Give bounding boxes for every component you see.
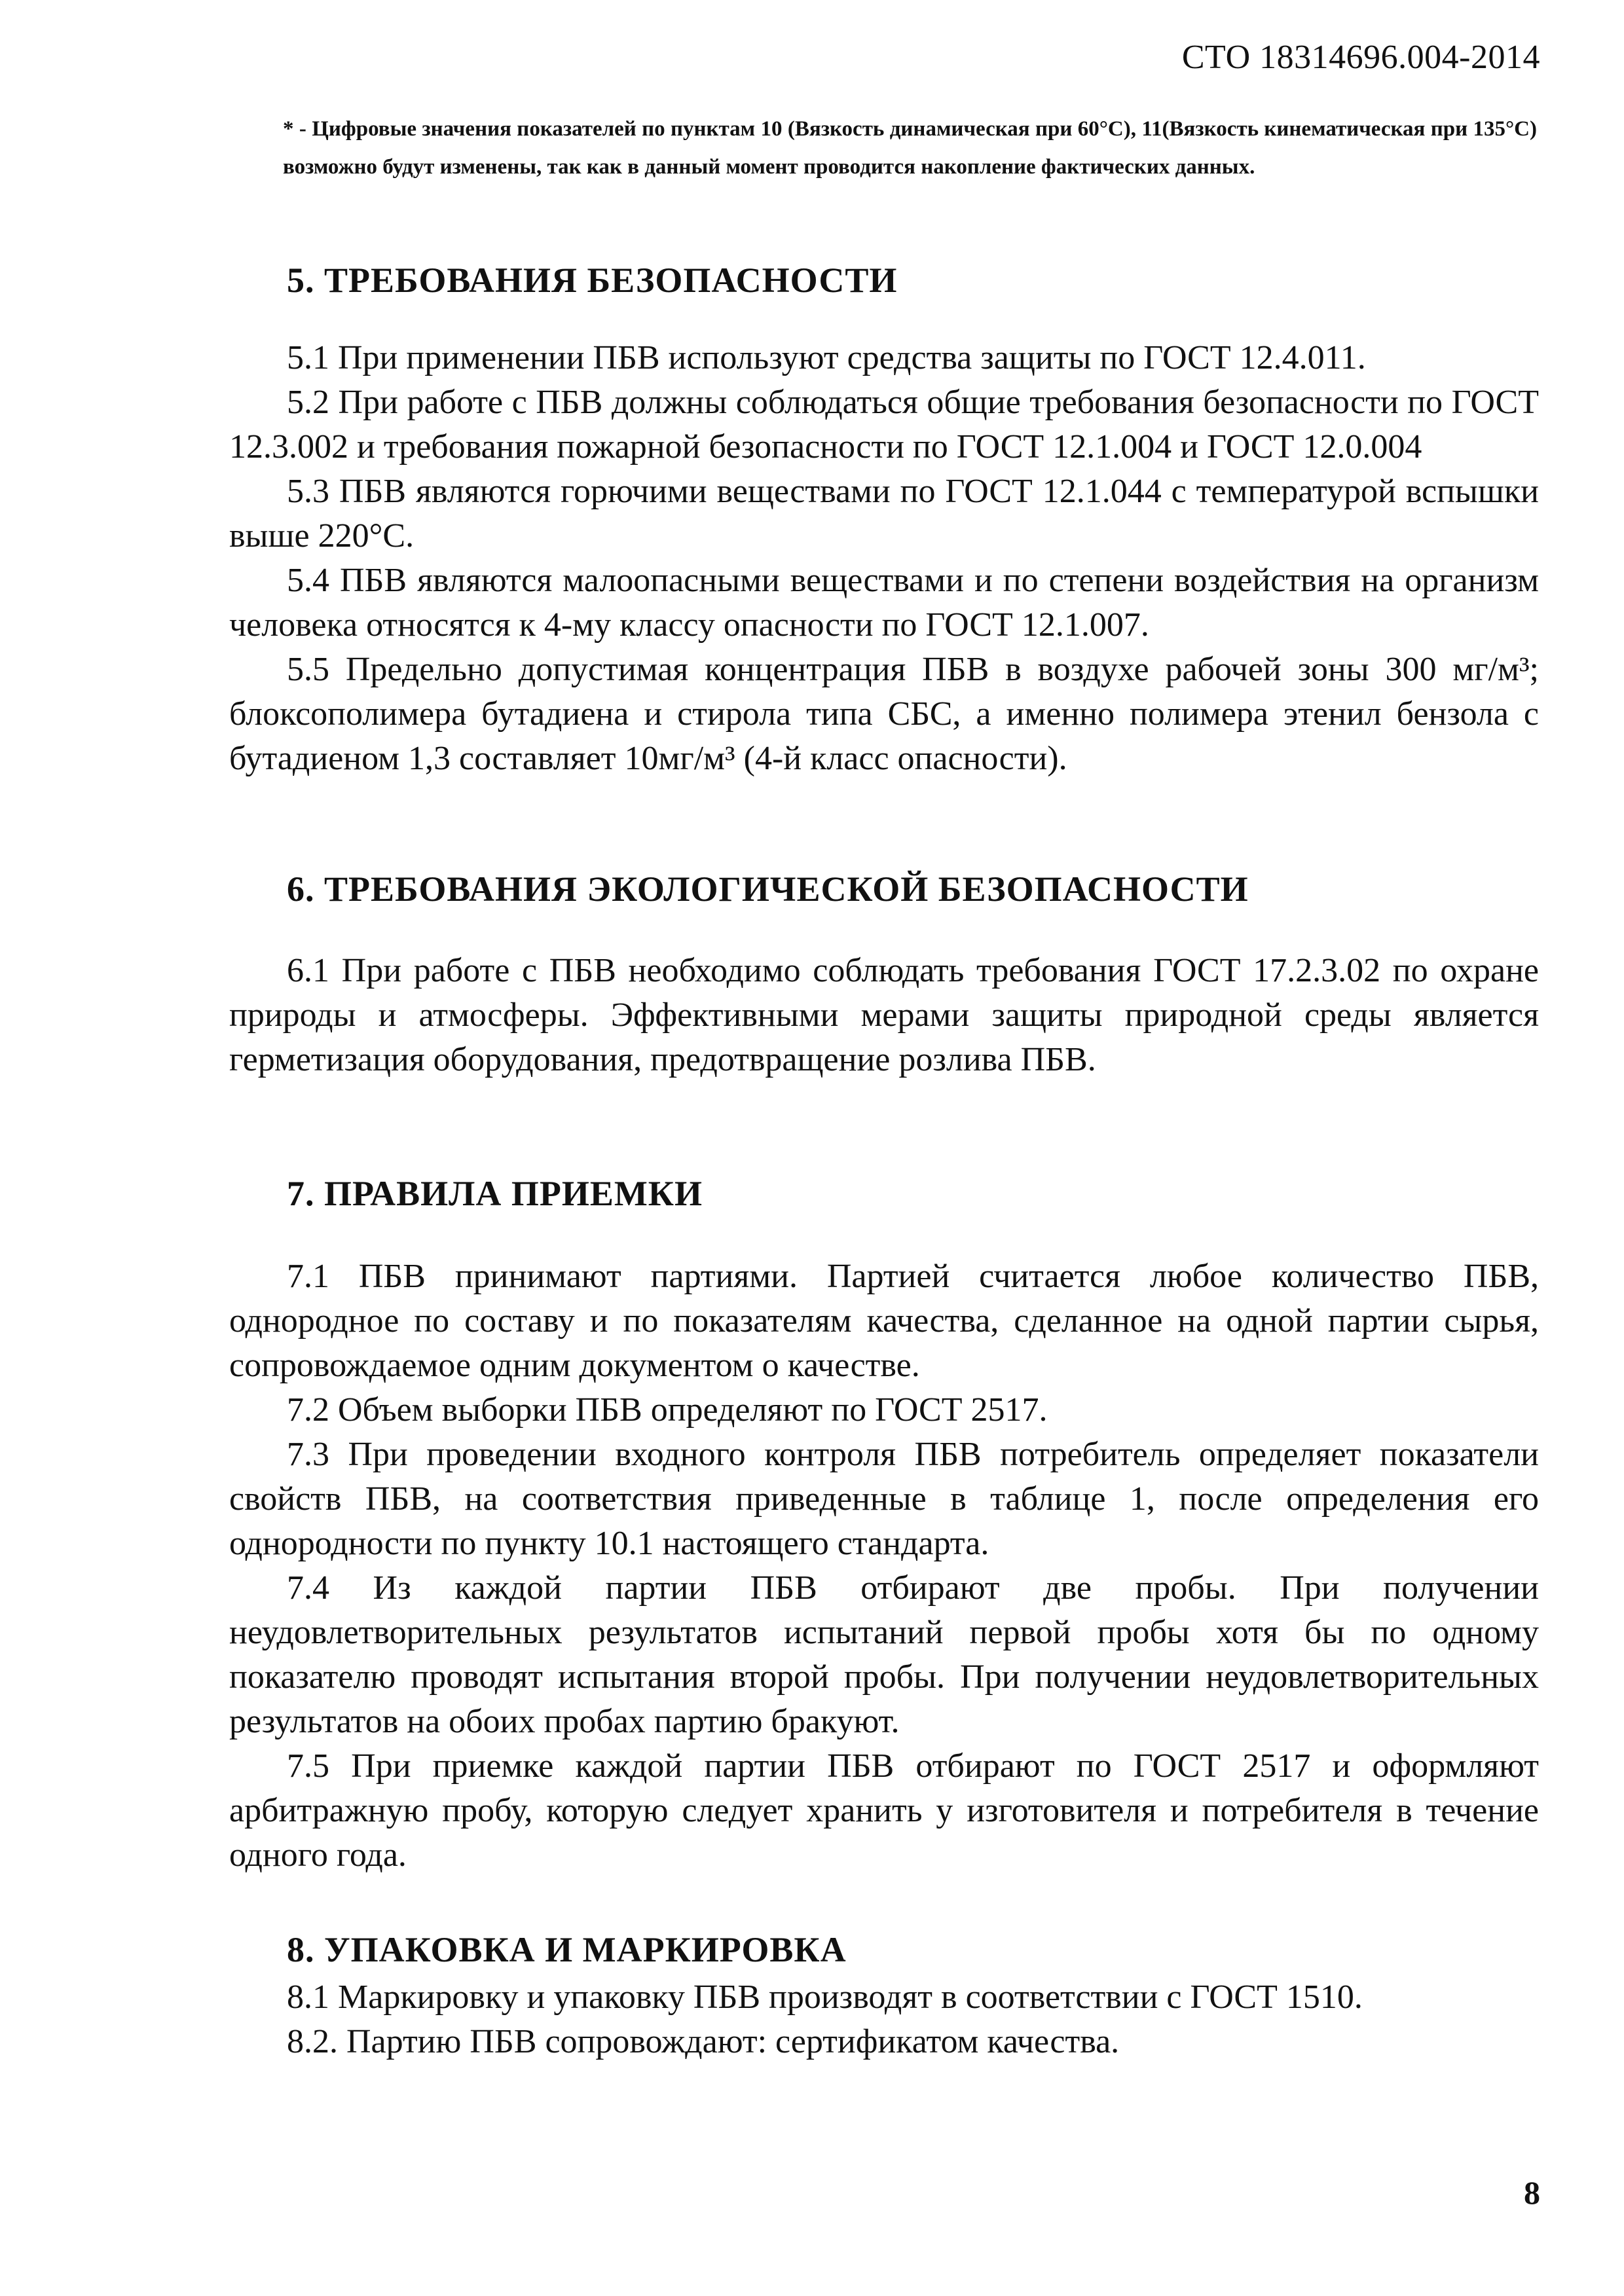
paragraph-7-2: 7.2 Объем выборки ПБВ определяют по ГОСТ 2517. [287,1391,1048,1429]
paragraph-5-2: 5.2 При работе с ПБВ должны соблюдаться общие требования безопасности по ГОСТ 12.3.002 и требования пожарной безопасности по ГОСТ 12.1.004 и ГОСТ 12.0.004 [229,384,1539,465]
paragraph-6-1: 6.1 При работе с ПБВ необходимо соблюдать требования ГОСТ 17.2.3.02 по охране природы и атмосферы. Эффективными мерами защиты природной среды является герметизация оборудования, предотвращение розлива ПБВ. [229,952,1539,1078]
section-acceptance [229,1172,1539,1878]
section-title: 6. ТРЕБОВАНИЯ ЭКОЛОГИЧЕСКОЙ БЕЗОПАСНОСТИ [287,869,1249,909]
paragraph-7-1: 7.1 ПБВ принимают партиями. Партией считается любое количество ПБВ, однородное по составу и по показателям качества, сделанное на одной партии сырья, сопровождаемое одним документом о качестве. [229,1258,1539,1384]
paragraph-7-5: 7.5 При приемке каждой партии ПБВ отбирают по ГОСТ 2517 и оформляют арбитражную пробу, которую следует хранить у изготовителя и потребителя в течение одного года. [229,1747,1539,1874]
paragraph-5-3: 5.3 ПБВ являются горючими веществами по ГОСТ 12.1.044 с температурой вспышки выше 220°С. [229,473,1539,555]
paragraph-5-1: 5.1 При применении ПБВ используют средства защиты по ГОСТ 12.4.011. [287,339,1366,376]
paragraph-7-3: 7.3 При проведении входного контроля ПБВ потребитель определяет показатели свойств ПБВ, на соответствия приведенные в таблице 1, после определения его однородности по пункту 10.1 настоящего стандарта. [229,1436,1539,1562]
section-title: 7. ПРАВИЛА ПРИЕМКИ [287,1174,703,1213]
paragraph-8-2: 8.2. Партию ПБВ сопровождают: сертификатом качества. [287,2023,1120,2060]
paragraph-8-1: 8.1 Маркировку и упаковку ПБВ производят в соответствии с ГОСТ 1510. [287,1978,1363,2016]
section-title: 8. УПАКОВКА И МАРКИРОВКА [287,1930,847,1969]
footnote: * - Цифровые значения показателей по пунктам 10 (Вязкость динамическая при 60°С), 11(Вязкость кинематическая при 135°С) возможно будут изменены, так как в данный момент проводится накопление фактических данных. [283,117,1537,179]
document-code: СТО 18314696.004-2014 [1181,39,1540,76]
section-packaging [229,1928,1539,2064]
section-ecology [229,867,1539,1082]
section-safety [229,259,1539,781]
paragraph-5-5: 5.5 Предельно допустимая концентрация ПБВ в воздухе рабочей зоны 300 мг/м³; блоксополимера бутадиена и стирола типа СБС, а именно полимера этенил бензола с бутадиеном 1,3 составляет 10мг/м³ (4-й класс опасности). [229,651,1539,777]
paragraph-7-4: 7.4 Из каждой партии ПБВ отбирают две пробы. При получении неудовлетворительных результатов испытаний первой пробы хотя бы по одному показателю проводят испытания второй пробы. При получении неудовлетворительных результатов на обоих пробах партию бракуют. [229,1569,1539,1740]
page-number: 8 [1524,2174,1540,2211]
section-title: 5. ТРЕБОВАНИЯ БЕЗОПАСНОСТИ [287,261,898,300]
paragraph-5-4: 5.4 ПБВ являются малоопасными веществами и по степени воздействия на организм человека относятся к 4-му классу опасности по ГОСТ 12.1.007. [229,562,1539,644]
